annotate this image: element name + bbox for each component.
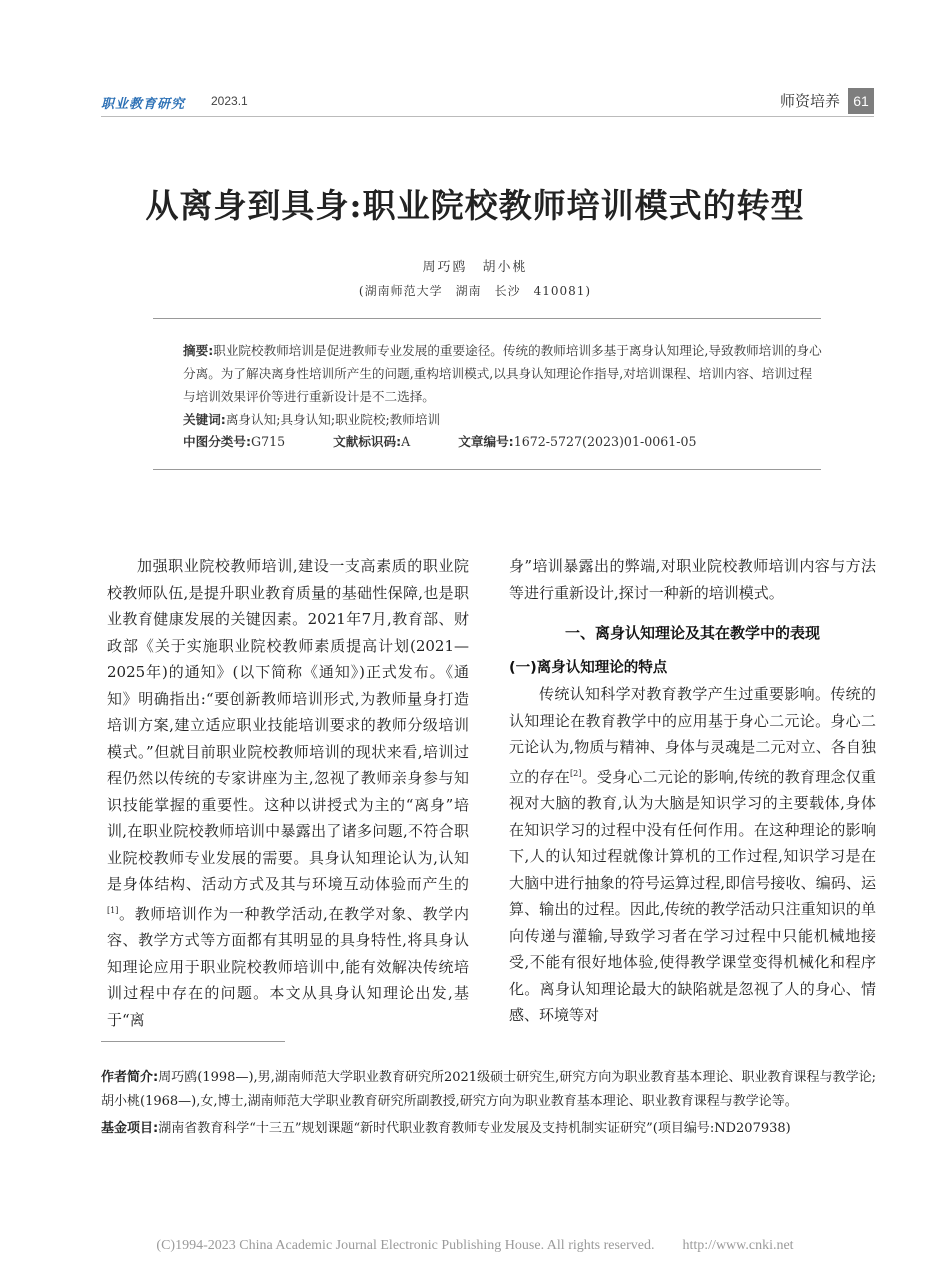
author-bio-text: 周巧鸥(1998—),男,湖南师范大学职业教育研究所2021级硕士研究生,研究方向为职业教育基本理论、职业教育课程与教学论;胡小桃(1968—),女,博士,湖南师范大学职业教育研究所副教授,研究方向为职业教育基本理论、职业教育课程与教学论等。 bbox=[101, 1070, 876, 1109]
body-right-column bbox=[509, 553, 876, 1029]
paragraph-text: 。教师培训作为一种教学活动,在教学对象、教学内容、教学方式等方面都有其明显的具身特性,将具身认知理论应用于职业院校教师培训中,能有效解决传统培训过程中存在的问题。本文从具身认知理论出发,基于“离 bbox=[107, 904, 469, 1029]
article-no-label: 文章编号: bbox=[458, 434, 514, 449]
body-paragraph bbox=[107, 553, 469, 1033]
header-divider bbox=[101, 116, 874, 117]
fund-text: 湖南省教育科学“十三五”规划课题“新时代职业教育教师专业发展及支持机制实证研究”(项目编号:ND207938) bbox=[158, 1121, 791, 1136]
author-bio-label: 作者简介: bbox=[101, 1070, 159, 1085]
citation-ref: [1] bbox=[107, 905, 119, 915]
keywords-line bbox=[183, 408, 823, 431]
journal-name: 职业教育研究 bbox=[101, 97, 186, 112]
abstract-paragraph bbox=[183, 339, 823, 408]
clc-label: 中图分类号: bbox=[183, 434, 252, 449]
doc-code-value: A bbox=[401, 434, 411, 449]
abstract-block bbox=[183, 339, 823, 431]
keywords-label: 关键词: bbox=[183, 412, 226, 427]
footnote-divider bbox=[101, 1041, 285, 1042]
body-paragraph: 身”培训暴露出的弊端,对职业院校教师培训内容与方法等进行重新设计,探讨一种新的培训模式。 bbox=[509, 557, 876, 602]
abstract-label: 摘要: bbox=[183, 343, 214, 358]
author-bio bbox=[101, 1066, 876, 1114]
fund-label: 基金项目: bbox=[101, 1121, 159, 1136]
keywords-text: 离身认知;具身认知;职业院校;教师培训 bbox=[225, 412, 441, 427]
article-no-value: 1672-5727(2023)01-0061-05 bbox=[513, 434, 697, 449]
abstract-bottom-divider bbox=[153, 469, 821, 470]
affiliation: (湖南师范大学 湖南 长沙 410081) bbox=[358, 284, 592, 298]
authors: 周巧鸥 胡小桃 bbox=[422, 260, 528, 275]
paragraph-text: 传统认知科学对教育教学产生过重要影响。传统的认知理论在教育教学中的应用基于身心二元论。身心二元论认为,物质与精神、身体与灵魂是二元对立、各自独立的存在 bbox=[509, 685, 876, 786]
classification-line bbox=[183, 431, 741, 450]
clc-item bbox=[183, 434, 307, 449]
body-left-column bbox=[107, 553, 469, 1033]
footnotes bbox=[101, 1066, 876, 1144]
paragraph-text: 加强职业院校教师培训,建设一支高素质的职业院校教师队伍,是提升职业教育质量的基础性保障,也是职业教育健康发展的关键因素。2021年7月,教育部、财政部《关于实施职业院校教师素质提高计划(2021—2025年)的通知》(以下简称《通知》)正式发布。《通知》明确指出:“要创新教师培训形式,为教师量身打造培训方案,建立适应职业技能培训要求的教师分级培训模式。”但就目前职业院校教师培训的现状来看,培训过程仍然以传统的专家讲座为主,忽视了教师亲身参与知识技能掌握的重要性。这种以讲授式为主的“离身”培训,在职业院校教师培训中暴露出了诸多问题,不符合职业院校教师专业发展的需要。具身认知理论认为,认知是身体结构、活动方式及其与环境互动体验而产生的 bbox=[107, 557, 469, 893]
copyright-watermark: (C)1994-2023 China Academic Journal Electronic Publishing House. All rights reserved. http://www.cnki.net bbox=[156, 1238, 794, 1253]
section-heading: 一、离身认知理论及其在教学中的表现 bbox=[564, 624, 820, 642]
abstract-text: 职业院校教师培训是促进教师专业发展的重要途径。传统的教师培训多基于离身认知理论,导致教师培训的身心分离。为了解决离身性培训所产生的问题,重构培训模式,以具身认知理论作指导,对培训课程、培训内容、培训过程与培训效果评价等进行重新设计是不二选择。 bbox=[183, 343, 822, 404]
doc-code-item bbox=[333, 434, 432, 449]
abstract-top-divider bbox=[153, 318, 821, 319]
fund-info bbox=[101, 1117, 876, 1141]
clc-value: G715 bbox=[251, 434, 286, 449]
article-no-item bbox=[458, 434, 718, 449]
paragraph-text: 。受身心二元论的影响,传统的教育理念仅重视对大脑的教育,认为大脑是知识学习的主要载体,身体在知识学习的过程中没有任何作用。在这种理论的影响下,人的认知过程就像计算机的工作过程,知识学习是在大脑中进行抽象的符号运算过程,即信号接收、编码、运算、输出的过程。因此,传统的教学活动只注重知识的单向传递与灌输,导致学习者在学习过程中只能机械地接受,不能有很好地体验,使得教学课堂变得机械化和程序化。离身认知理论最大的缺陷就是忽视了人的身心、情感、环境等对 bbox=[509, 767, 876, 1024]
paper-title: 从离身到具身:职业院校教师培训模式的转型 bbox=[145, 186, 805, 225]
doc-code-label: 文献标识码: bbox=[333, 434, 402, 449]
citation-ref: [2] bbox=[569, 768, 582, 778]
body-paragraph bbox=[509, 681, 876, 1029]
subsection-heading: (一)离身认知理论的特点 bbox=[509, 659, 668, 676]
running-header bbox=[101, 88, 874, 116]
section-name: 师资培养 bbox=[779, 92, 840, 110]
issue-year: 2023.1 bbox=[211, 94, 248, 108]
page-number-badge: 61 bbox=[848, 88, 874, 114]
